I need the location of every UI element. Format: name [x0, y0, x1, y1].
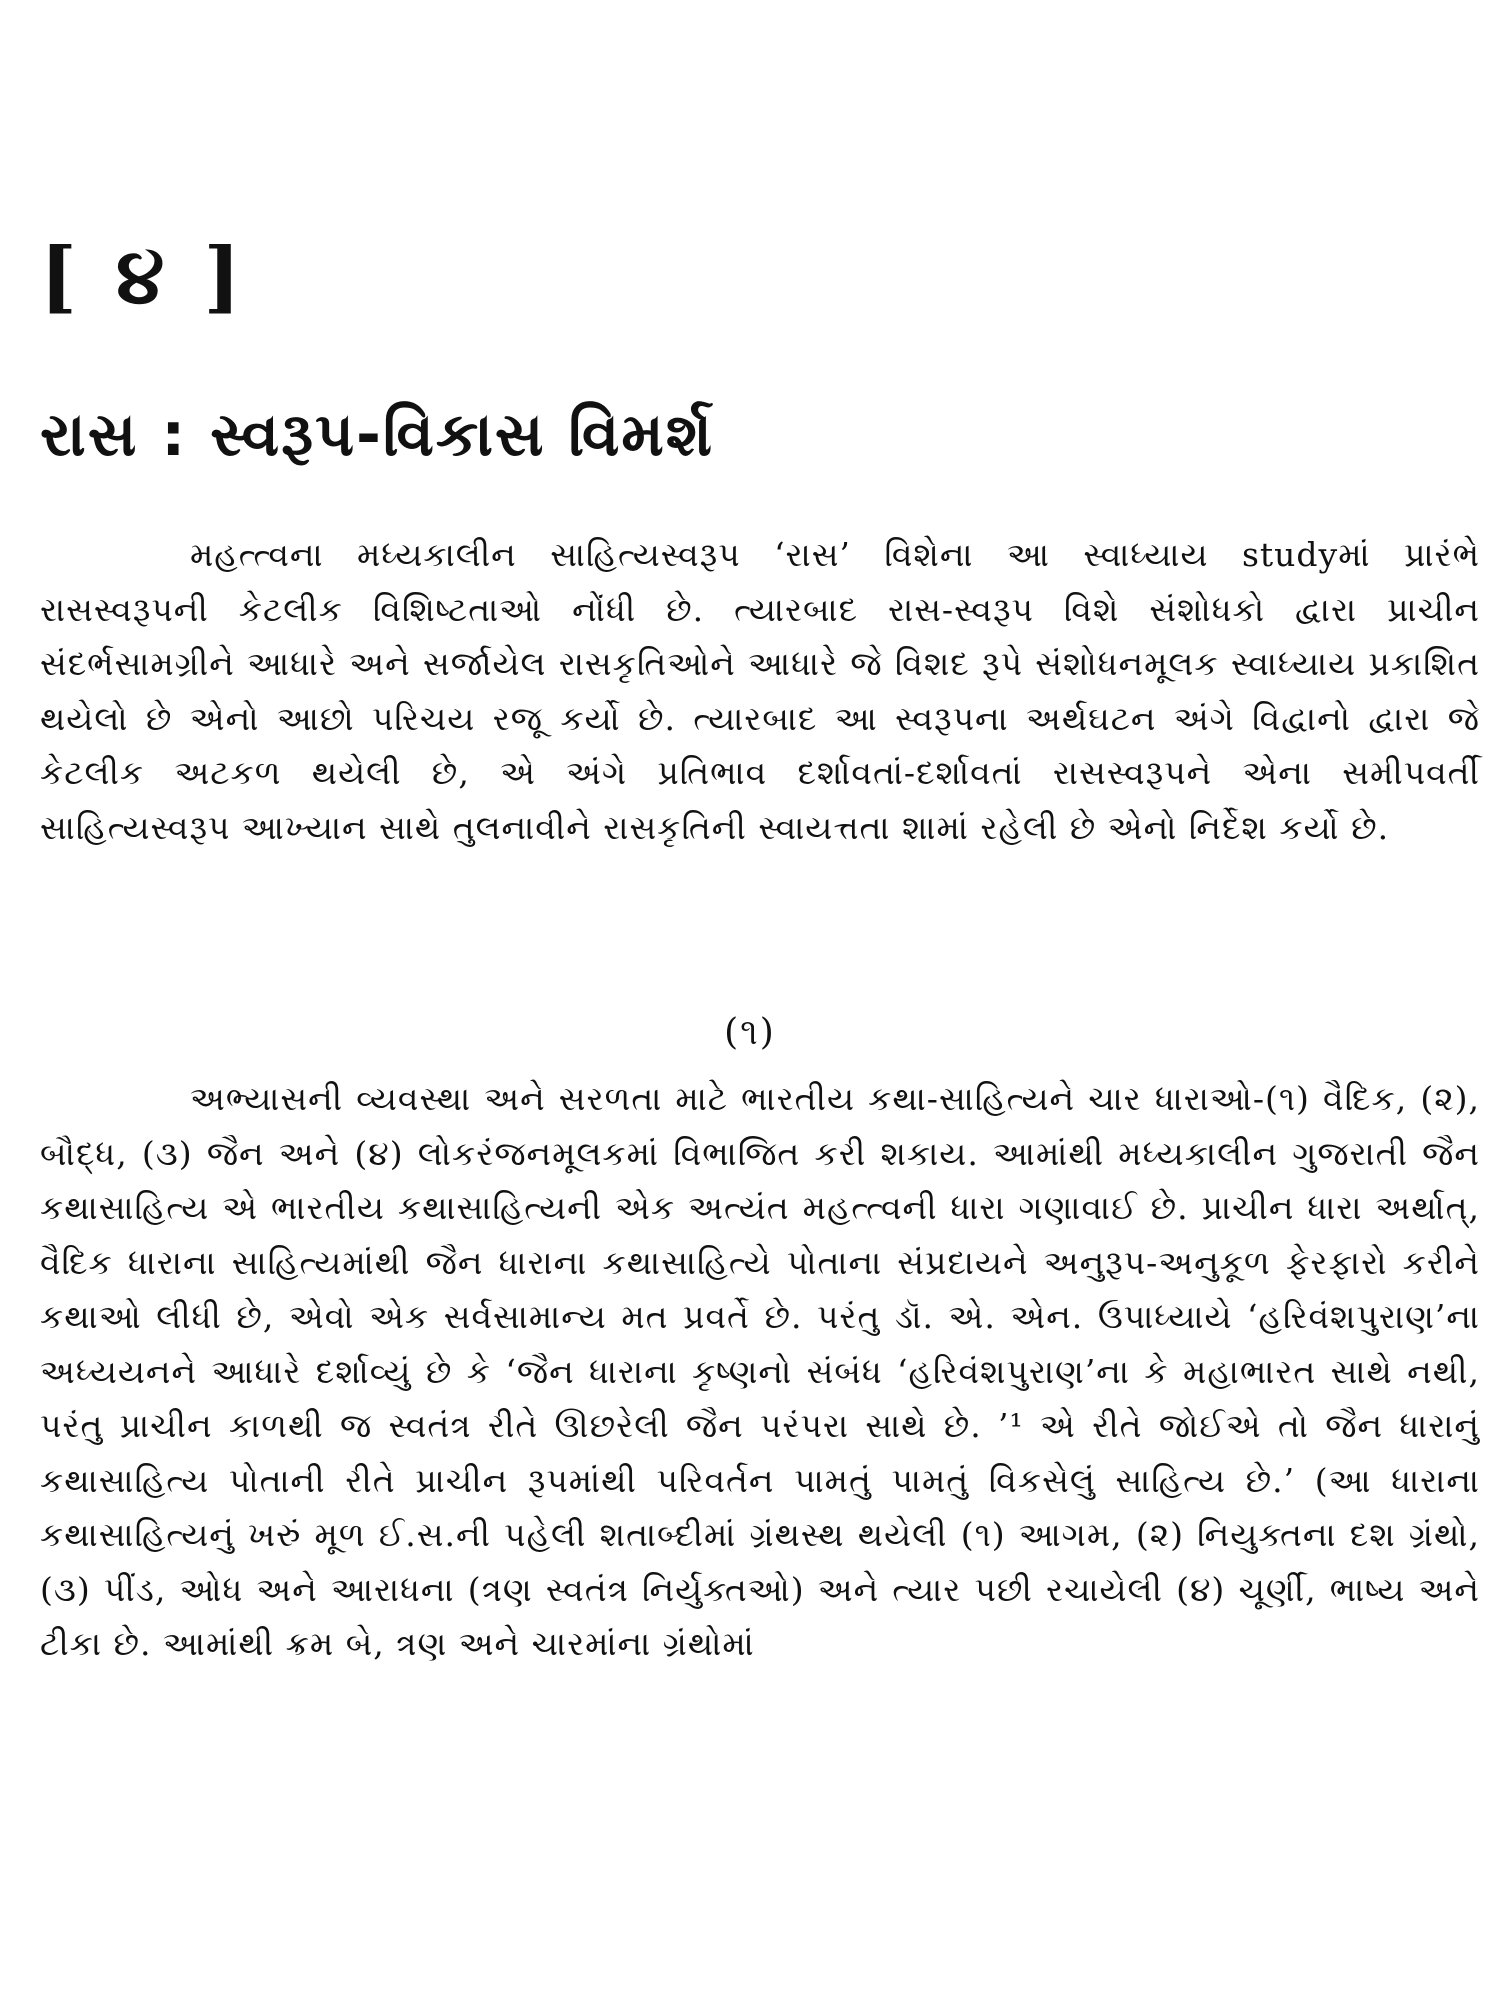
intro-paragraph: મહત્ત્વના મધ્યકાલીન સાહિત્યસ્વરૂપ ‘રાસ’ વિશેના આ સ્વાધ્યાય studyમાં પ્રારંભે રાસસ્વરૂપની કેટલીક વિશિષ્ટતાઓ નોંધી છે. ત્યારબાદ રાસ-સ્વરૂપ વિશે સંશોધકો દ્વારા પ્રાચીન સંદર્ભસામગ્રીને આધારે અને સર્જાયેલ રાસકૃતિઓને આધારે જે વિશદ રૂપે સંશોધનમૂલક સ્વાધ્યાય પ્રકાશિત થયેલો છે એનો આછો પરિચય રજૂ કર્યો છે. ત્યારબાદ આ સ્વરૂપના અર્થઘટન અંગે વિદ્વાનો દ્વારા જે કેટલીક અટકળ થયેલી છે, એ અંગે પ્રતિભાવ દર્શાવતાં-દર્શાવતાં રાસસ્વરૂપને એના સમીપવર્તી સાહિત્યસ્વરૂપ આખ્યાન સાથે તુલનાવીને રાસકૃતિની સ્વાયત્તતા શામાં રહેલી છે એનો નિર્દેશ કર્યો છે.	[40, 535, 1480, 847]
chapter-title: રાસ : સ્વરૂપ-વિકાસ વિમર્શ	[40, 400, 714, 470]
section-paragraph: અભ્યાસની વ્યવસ્થા અને સરળતા માટે ભારતીય કથા-સાહિત્યને ચાર ધારાઓ-(૧) વૈદિક, (૨), બૌદ્ધ, (૩) જૈન અને (૪) લોકરંજનમૂલકમાં વિભાજિત કરી શકાય. આમાંથી મધ્યકાલીન ગુજરાતી જૈન કથાસાહિત્ય એ ભારતીય કથાસાહિત્યની એક અત્યંત મહત્ત્વની ધારા ગણાવાઈ છે. પ્રાચીન ધારા અર્થાત્, વૈદિક ધારાના સાહિત્યમાંથી જૈન ધારાના કથાસાહિત્યે પોતાના સંપ્રદાયને અનુરૂપ-અનુકૂળ ફેરફારો કરીને કથાઓ લીધી છે, એવો એક સર્વસામાન્ય મત પ્રવર્તે છે. પરંતુ ડૉ. એ. એન. ઉપાધ્યાયે ‘હરિવંશપુરાણ’ના અધ્યયનને આધારે દર્શાવ્યું છે કે ‘જૈન ધારાના કૃષ્ણનો સંબંધ ‘હરિવંશપુરાણ’ના કે મહાભારત સાથે નથી, પરંતુ પ્રાચીન કાળથી જ સ્વતંત્ર રીતે ઊછરેલી જૈન પરંપરા સાથે છે. ’¹ એ રીતે જોઈએ તો જૈન ધારાનું કથાસાહિત્ય પોતાની રીતે પ્રાચીન રૂપમાંથી પરિવર્તન પામતું પામતું વિકસેલું સાહિત્ય છે.’ (આ ધારાના કથાસાહિત્યનું ખરું મૂળ ઈ.સ.ની પહેલી શતાબ્દીમાં ગ્રંથસ્થ થયેલી (૧) આગમ, (૨) નિયુક્તના દશ ગ્રંથો, (૩) પીંડ, ઓધ અને આરાધના (ત્રણ સ્વતંત્ર નિર્યુક્તઓ) અને ત્યાર પછી રચાયેલી (૪) ચૂર્ણી, ભાષ્ય અને ટીકા છે. આમાંથી ક્રમ બે, ત્રણ અને ચારમાંના ગ્રંથોમાં	[40, 1079, 1480, 1663]
chapter-number: [ ૪ ]	[40, 231, 247, 322]
section-marker: (૧)	[724, 1012, 776, 1053]
